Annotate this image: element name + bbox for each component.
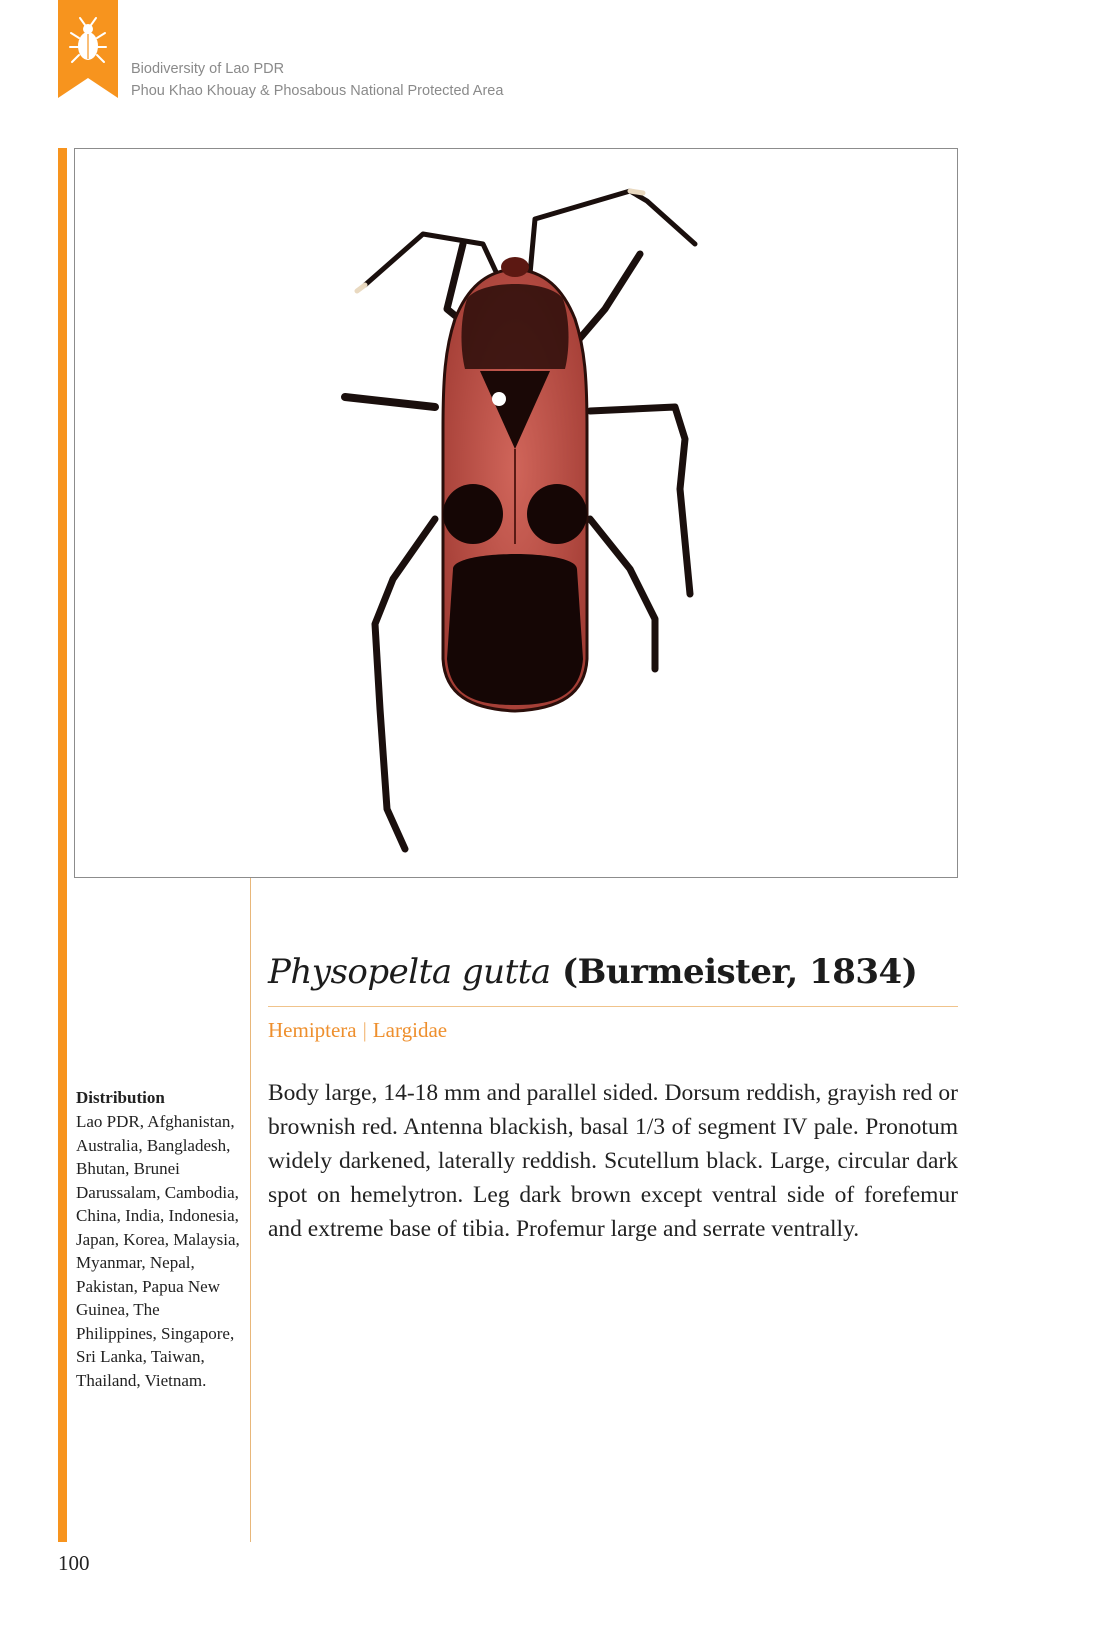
taxonomy-order: Hemiptera: [268, 1018, 357, 1042]
taxonomy-line: [268, 1018, 447, 1043]
header-line-2: Phou Khao Khouay & Phosabous National Protected Area: [131, 83, 504, 99]
accent-bar: [58, 148, 67, 1542]
distribution-text: Lao PDR, Afghanistan, Australia, Bangladesh, Bhutan, Brunei Darussalam, Cambodia, China, India, Indonesia, Japan, Korea, Malaysia, Myanmar, Nepal, Pakistan, Papua New Guinea, The Philippines, Singapore, Sri Lanka, Taiwan, Thailand, Vietnam.: [76, 1112, 240, 1390]
specimen-illustration: [75, 149, 958, 878]
page-number: 100: [58, 1551, 90, 1575]
title-rule: [268, 1006, 958, 1007]
column-divider: [250, 878, 251, 1542]
taxonomy-separator: |: [362, 1018, 367, 1042]
running-header: [131, 58, 503, 102]
species-name: Physopelta gutta: [268, 952, 551, 992]
species-title: [268, 952, 917, 992]
distribution-heading: Distribution: [76, 1088, 165, 1107]
species-description: Body large, 14-18 mm and parallel sided. Dorsum reddish, grayish red or brownish red. Antenna blackish, basal 1/3 of segment IV pale. Pronotum widely darkened, laterally reddish. Scutellum black. Large, circular dark spot on hemelytron. Leg dark brown except ventral side of forefemur and extreme base of tibia. Profemur large and serrate ventrally.: [268, 1080, 958, 1242]
taxonomy-family: Largidae: [372, 1018, 448, 1042]
specimen-photo: [74, 148, 958, 878]
header-line-1: Biodiversity of Lao PDR: [131, 61, 285, 77]
beetle-icon: [58, 0, 118, 98]
species-authority: (Burmeister, 1834): [562, 952, 918, 992]
section-tag: [58, 0, 118, 98]
